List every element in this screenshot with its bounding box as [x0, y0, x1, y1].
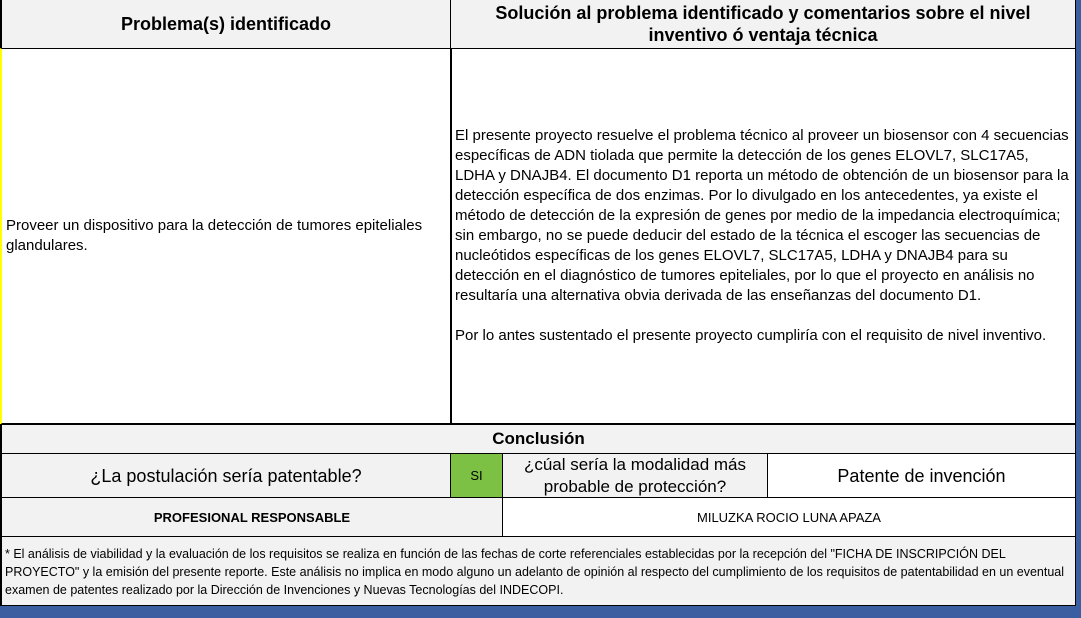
header-solution-text: Solución al problema identificado y comentarios sobre el nivel inventivo ó ventaja técnica — [495, 2, 1031, 45]
responsible-name-text: MILUZKA ROCIO LUNA APAZA — [697, 509, 881, 525]
window-frame-right — [1076, 0, 1081, 618]
protection-modality-question — [502, 453, 768, 498]
responsible-label-text: PROFESIONAL RESPONSABLE — [153, 509, 351, 525]
header-problem-text: Problema(s) identificado — [120, 13, 332, 34]
conclusion-title — [0, 424, 1076, 454]
problem-text: Proveer un dispositivo para la detección de tumores epiteliales glandulares. — [6, 217, 423, 254]
protection-modality-answer-cell[interactable] — [767, 453, 1076, 498]
problem-cell[interactable] — [0, 48, 451, 425]
window-frame-bottom — [0, 606, 1081, 618]
patentable-answer-text: SI — [470, 468, 483, 483]
patentable-answer-cell[interactable] — [450, 453, 503, 498]
solution-paragraph-2: Por lo antes sustentado el presente proyecto cumpliría con el requisito de nivel inventivo. — [455, 327, 1047, 344]
header-problem — [0, 0, 451, 49]
protection-modality-answer-text: Patente de invención — [837, 465, 1006, 486]
responsible-name-cell[interactable] — [502, 497, 1076, 537]
header-solution — [450, 0, 1076, 49]
responsible-label-cell — [0, 497, 503, 537]
footnote-cell — [0, 536, 1076, 606]
patentable-question — [0, 453, 451, 498]
patentable-question-text: ¿La postulación sería patentable? — [90, 465, 362, 486]
protection-modality-question-text: ¿cúal sería la modalidad más probable de protección? — [523, 454, 747, 496]
solution-paragraph-1: El presente proyecto resuelve el problema técnico al proveer un biosensor con 4 secuencias específicas de ADN tiolada que permite la detección de los genes ELOVL7, SLC17A5, LDHA y DNAJB4. El documento D1 reporta un método de obtención de un biosensor para la detección específica de dos enzimas. Por lo divulgado en los antecedentes, ya existe el método de detección de la expresión de genes por medio de la impedancia electroquímica; sin embargo, no se puede deducir del estado de la técnica el escoger las secuencias de nucleótidos específicas de los genes ELOVL7, SLC17A5, LDHA y DNAJB4 para su detección en el diagnóstico de tumores epiteliales, por lo que el proyecto en análisis no resultaría una alternativa obvia derivada de las enseñanzas del documento D1. — [455, 127, 1069, 304]
solution-cell[interactable] — [450, 48, 1076, 425]
footnote-text: * El análisis de viabilidad y la evaluación de los requisitos se realiza en función de las fechas de corte referenciales establecidas por la recepción del "FICHA DE INSCRIPCIÓN DEL PROYECTO" y la emisión del presente reporte. Este análisis no implica en modo alguno un adelanto de opinión al respecto del cumplimiento de los requisitos de patentabilidad en un eventual examen de patentes realizado por la Dirección de Invenciones y Nuevas Tecnologías del INDECOPI. — [5, 547, 1065, 597]
conclusion-title-text: Conclusión — [492, 429, 585, 448]
